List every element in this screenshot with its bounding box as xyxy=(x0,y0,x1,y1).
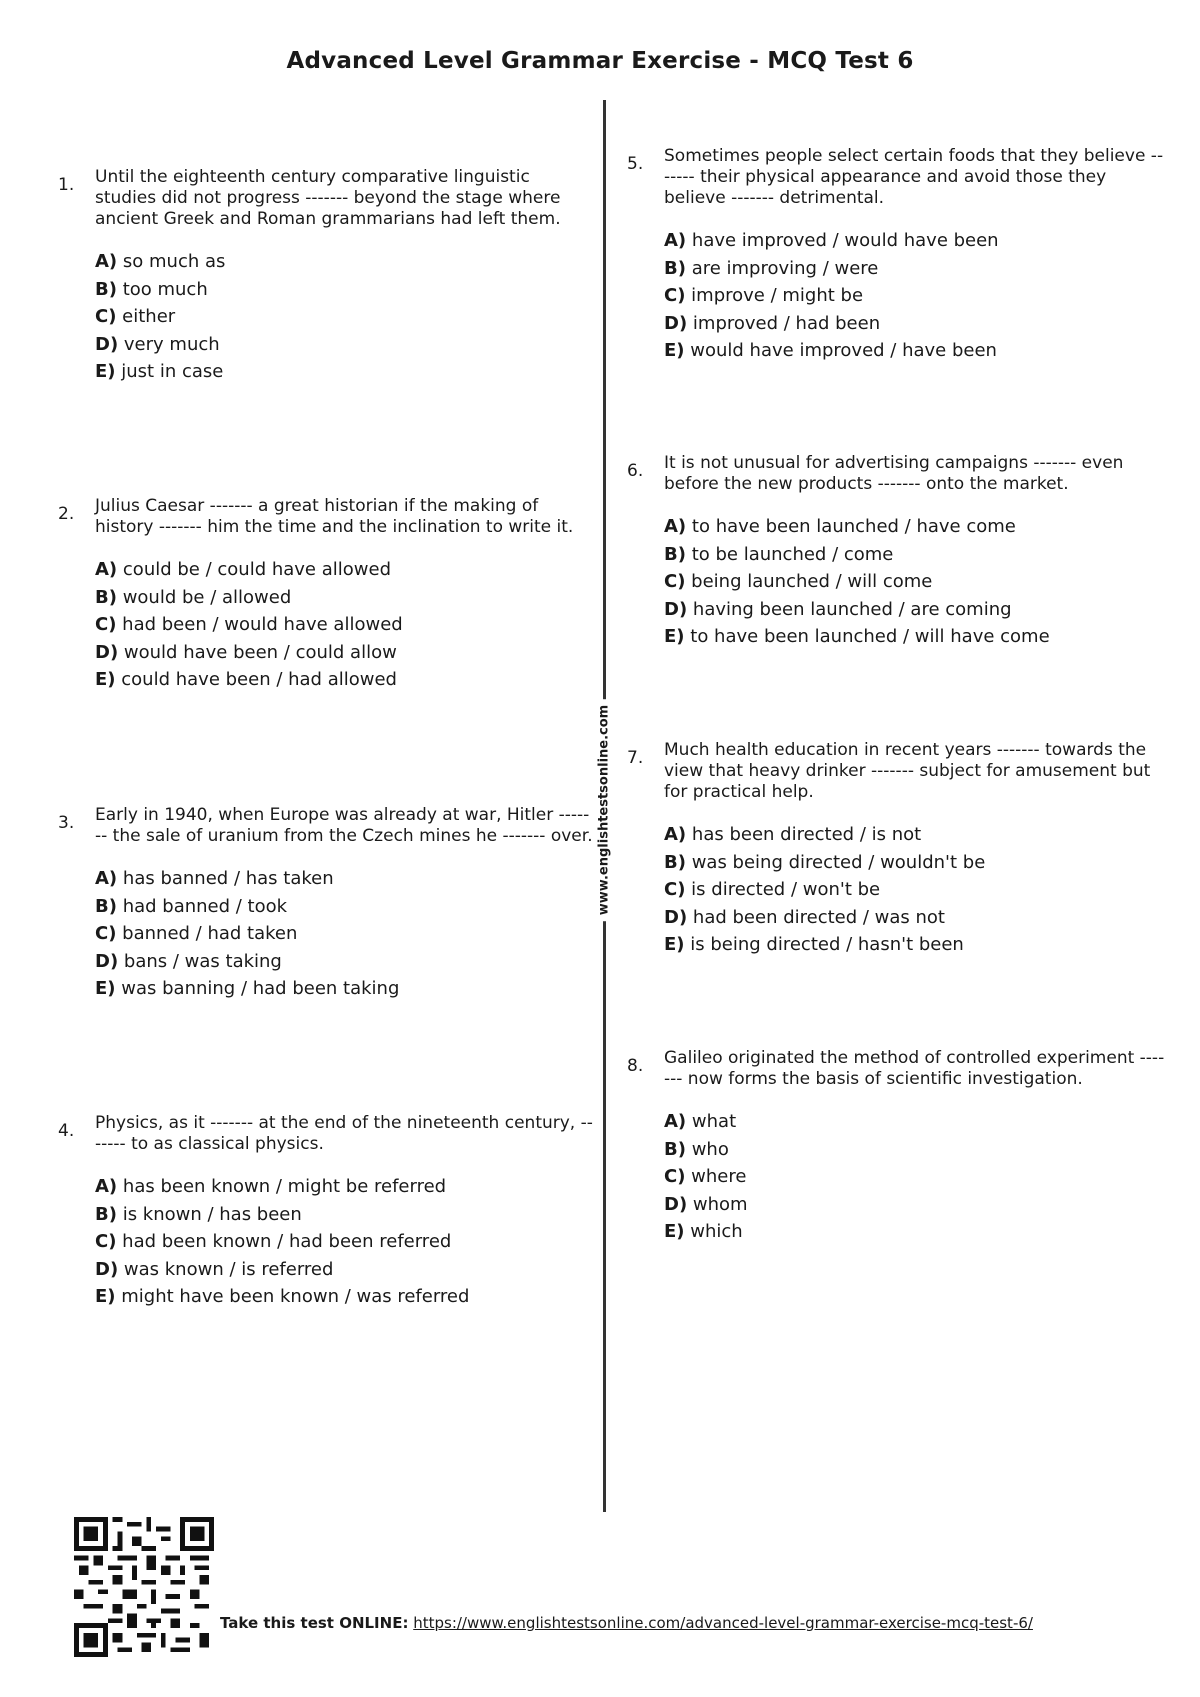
option-letter: C) xyxy=(95,306,117,327)
option-b[interactable] xyxy=(664,541,1169,569)
option-text: have improved / would have been xyxy=(691,230,999,251)
option-a[interactable] xyxy=(664,227,1169,255)
option-letter: A) xyxy=(664,824,687,845)
option-text: improve / might be xyxy=(691,285,864,306)
option-text: had been directed / was not xyxy=(692,906,945,928)
option-text: which xyxy=(690,1221,743,1242)
option-letter: E) xyxy=(95,1286,116,1307)
option-text: to be launched / come xyxy=(691,543,894,565)
option-text: who xyxy=(691,1138,729,1160)
question-3 xyxy=(58,805,595,1003)
option-text: could be / could have allowed xyxy=(122,559,391,580)
option-text: being launched / will come xyxy=(691,571,933,592)
option-letter: E) xyxy=(95,978,116,999)
option-e[interactable] xyxy=(95,1283,595,1311)
option-text: bans / was taking xyxy=(123,950,282,972)
option-text: to have been launched / have come xyxy=(691,516,1016,537)
option-e[interactable] xyxy=(664,623,1169,651)
option-text: would be / allowed xyxy=(122,586,292,608)
option-letter: C) xyxy=(664,1166,686,1187)
option-text: could have been / had allowed xyxy=(121,669,397,690)
option-letter: E) xyxy=(664,934,685,955)
option-letter: A) xyxy=(95,1176,118,1197)
option-c[interactable] xyxy=(664,282,1169,310)
option-letter: D) xyxy=(95,1258,119,1280)
option-letter: D) xyxy=(664,1193,688,1215)
question-text: Galileo originated the method of controlled experiment ------- now forms the basis of scientific investigation. xyxy=(664,1048,1165,1089)
option-text: having been launched / are coming xyxy=(692,598,1012,620)
option-c[interactable] xyxy=(664,876,1169,904)
question-number: 4. xyxy=(58,1121,75,1141)
option-d[interactable] xyxy=(664,904,1169,932)
option-text: has been directed / is not xyxy=(691,824,922,845)
question-number: 3. xyxy=(58,813,75,833)
option-text: had been / would have allowed xyxy=(122,614,403,635)
option-letter: C) xyxy=(95,614,117,635)
option-e[interactable] xyxy=(95,975,595,1003)
question-text: Early in 1940, when Europe was already at war, Hitler ------- the sale of uranium from the Czech mines he ------- over. xyxy=(95,805,593,846)
footer-lead-label: Take this test ONLINE: xyxy=(220,1614,409,1632)
option-letter: C) xyxy=(664,879,686,900)
option-letter: A) xyxy=(95,868,118,889)
option-text: what xyxy=(691,1111,737,1132)
option-text: where xyxy=(691,1166,747,1187)
option-text: just in case xyxy=(121,361,224,382)
question-8 xyxy=(627,1048,1169,1246)
question-text: Sometimes people select certain foods that they believe ------- their physical appearance and avoid those they believe ------- detrimental. xyxy=(664,146,1164,208)
option-text: would have been / could allow xyxy=(123,641,397,663)
footer xyxy=(74,1517,1134,1667)
question-2 xyxy=(58,496,595,694)
page-title: Advanced Level Grammar Exercise - MCQ Test 6 xyxy=(286,48,914,74)
option-text: was known / is referred xyxy=(123,1258,334,1280)
side-watermark-label: www.englishtestsonline.com xyxy=(597,699,612,921)
option-e[interactable] xyxy=(95,666,595,694)
option-b[interactable] xyxy=(95,584,595,612)
footer-text xyxy=(220,1612,1160,1634)
option-text: are improving / were xyxy=(691,257,879,279)
option-a[interactable] xyxy=(95,556,595,584)
option-b[interactable] xyxy=(664,849,1169,877)
option-text: improved / had been xyxy=(692,312,881,334)
option-d[interactable] xyxy=(664,1191,1169,1219)
options-list xyxy=(664,513,1169,651)
option-text: would have improved / have been xyxy=(690,340,997,361)
option-d[interactable] xyxy=(95,948,595,976)
option-c[interactable] xyxy=(664,568,1169,596)
question-text: Much health education in recent years ------- towards the view that heavy drinker ------- subject for amusement but for practical help. xyxy=(664,740,1151,802)
option-d[interactable] xyxy=(95,1256,595,1284)
qr-code-icon[interactable] xyxy=(74,1517,214,1657)
option-b[interactable] xyxy=(95,1201,595,1229)
option-letter: B) xyxy=(664,257,686,279)
option-letter: E) xyxy=(664,1221,685,1242)
option-d[interactable] xyxy=(95,639,595,667)
option-c[interactable] xyxy=(664,1163,1169,1191)
option-a[interactable] xyxy=(95,865,595,893)
option-d[interactable] xyxy=(664,310,1169,338)
option-text: might have been known / was referred xyxy=(121,1286,470,1307)
option-letter: D) xyxy=(95,333,119,355)
option-b[interactable] xyxy=(95,893,595,921)
option-text: banned / had taken xyxy=(122,923,298,944)
option-letter: A) xyxy=(664,230,687,251)
option-c[interactable] xyxy=(95,920,595,948)
option-a[interactable] xyxy=(95,248,595,276)
option-text: had banned / took xyxy=(122,895,288,917)
option-letter: C) xyxy=(95,1231,117,1252)
option-letter: A) xyxy=(664,516,687,537)
question-text: It is not unusual for advertising campaigns ------- even before the new products ------- onto the market. xyxy=(664,453,1124,494)
question-text: Julius Caesar ------- a great historian if the making of history ------- him the time and the inclination to write it. xyxy=(95,496,574,537)
question-number: 7. xyxy=(627,748,644,768)
option-text: too much xyxy=(122,278,208,300)
option-letter: B) xyxy=(95,278,117,300)
question-number: 6. xyxy=(627,461,644,481)
options-list xyxy=(664,227,1169,365)
option-letter: B) xyxy=(95,1203,117,1225)
question-6 xyxy=(627,453,1169,651)
option-text: is known / has been xyxy=(122,1203,302,1225)
option-d[interactable] xyxy=(664,596,1169,624)
option-letter: B) xyxy=(664,851,686,873)
question-text: Physics, as it ------- at the end of the nineteenth century, ------- to as classical physics. xyxy=(95,1113,593,1154)
option-text: so much as xyxy=(122,251,226,272)
option-a[interactable] xyxy=(664,1108,1169,1136)
question-number: 8. xyxy=(627,1056,644,1076)
question-5 xyxy=(627,146,1169,365)
option-text: whom xyxy=(692,1193,748,1215)
option-text: either xyxy=(122,306,176,327)
option-letter: D) xyxy=(95,641,119,663)
option-c[interactable] xyxy=(95,1228,595,1256)
option-text: was being directed / wouldn't be xyxy=(691,851,986,873)
option-letter: E) xyxy=(664,340,685,361)
question-number: 5. xyxy=(627,154,644,174)
option-letter: B) xyxy=(664,543,686,565)
option-letter: D) xyxy=(664,312,688,334)
question-number: 1. xyxy=(58,175,75,195)
option-c[interactable] xyxy=(95,611,595,639)
question-7 xyxy=(627,740,1169,959)
option-text: is directed / won't be xyxy=(691,879,881,900)
option-e[interactable] xyxy=(664,337,1169,365)
option-letter: E) xyxy=(95,669,116,690)
option-text: had been known / had been referred xyxy=(122,1231,452,1252)
option-letter: E) xyxy=(95,361,116,382)
option-text: was banning / had been taking xyxy=(121,978,400,999)
option-a[interactable] xyxy=(95,1173,595,1201)
option-letter: A) xyxy=(95,559,118,580)
option-b[interactable] xyxy=(95,276,595,304)
option-letter: A) xyxy=(95,251,118,272)
options-list xyxy=(95,1173,595,1311)
options-list xyxy=(95,248,595,386)
option-a[interactable] xyxy=(664,821,1169,849)
option-e[interactable] xyxy=(664,931,1169,959)
option-e[interactable] xyxy=(95,358,595,386)
question-text: Until the eighteenth century comparative linguistic studies did not progress ------- beyond the stage where ancient Greek and Roman grammarians had left them. xyxy=(95,167,561,229)
option-letter: C) xyxy=(95,923,117,944)
question-1 xyxy=(58,167,595,386)
option-text: has banned / has taken xyxy=(122,868,334,889)
options-list xyxy=(95,556,595,694)
option-letter: C) xyxy=(664,285,686,306)
option-letter: C) xyxy=(664,571,686,592)
option-d[interactable] xyxy=(95,331,595,359)
option-text: very much xyxy=(123,333,220,355)
test-online-link[interactable]: https://www.englishtestsonline.com/advanced-level-grammar-exercise-mcq-test-6/ xyxy=(413,1614,1033,1632)
option-letter: B) xyxy=(664,1138,686,1160)
options-list xyxy=(95,865,595,1003)
option-letter: D) xyxy=(95,950,119,972)
option-text: is being directed / hasn't been xyxy=(690,934,964,955)
question-4 xyxy=(58,1113,595,1311)
options-list xyxy=(664,821,1169,959)
option-a[interactable] xyxy=(664,513,1169,541)
option-text: to have been launched / will have come xyxy=(690,626,1050,647)
options-list xyxy=(664,1108,1169,1246)
option-text: has been known / might be referred xyxy=(122,1176,447,1197)
option-letter: B) xyxy=(95,586,117,608)
option-b[interactable] xyxy=(664,1136,1169,1164)
option-letter: A) xyxy=(664,1111,687,1132)
option-letter: D) xyxy=(664,906,688,928)
question-number: 2. xyxy=(58,504,75,524)
option-letter: E) xyxy=(664,626,685,647)
option-c[interactable] xyxy=(95,303,595,331)
option-letter: B) xyxy=(95,895,117,917)
option-e[interactable] xyxy=(664,1218,1169,1246)
option-letter: D) xyxy=(664,598,688,620)
option-b[interactable] xyxy=(664,255,1169,283)
